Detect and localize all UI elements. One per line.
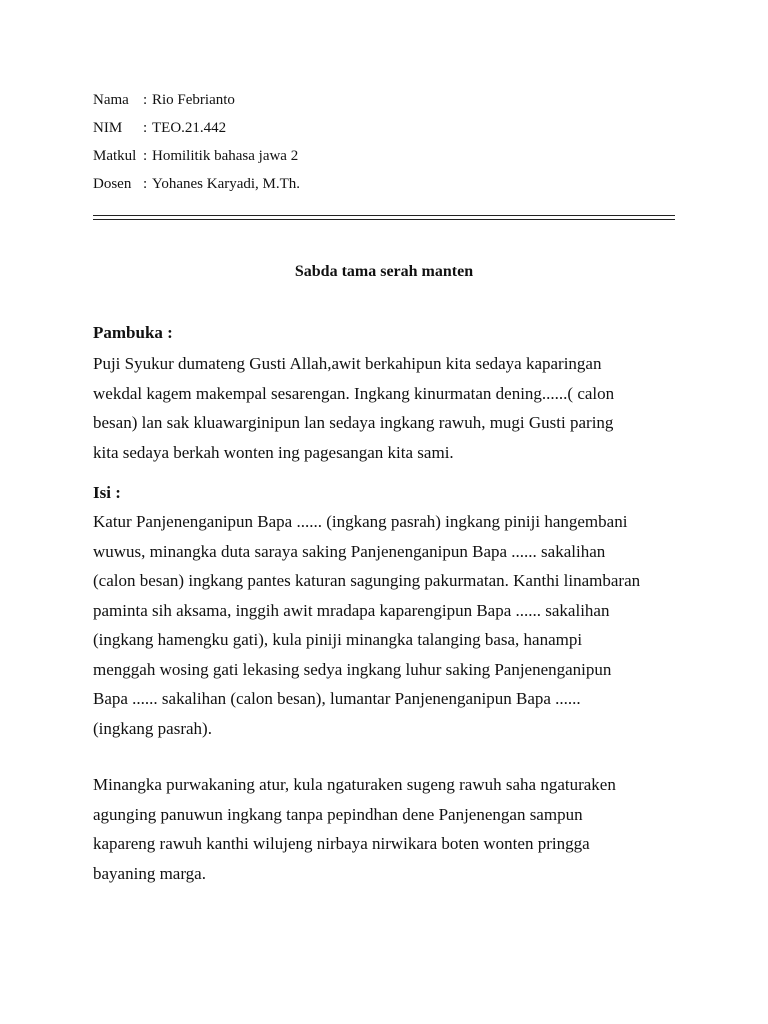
text-line: besan) lan sak kluawarginipun lan sedaya ingkang rawuh, mugi Gusti paring (93, 413, 614, 432)
text-line: Puji Syukur dumateng Gusti Allah,awit berkahipun kita sedaya kaparingan (93, 354, 602, 373)
info-value: Homilitik bahasa jawa 2 (152, 148, 299, 164)
paragraph-isi-2 (93, 770, 683, 888)
text-line: (ingkang hamengku gati), kula piniji minangka talanging basa, hanampi (93, 630, 583, 649)
student-info-block (93, 86, 300, 198)
header-divider-bottom (93, 219, 675, 220)
header-divider-top (93, 215, 675, 216)
text-line: bayaning marga. (93, 863, 206, 883)
text-line: Minangka purwakaning atur, kula ngaturaken sugeng rawuh saha ngaturaken (93, 775, 616, 794)
paragraph-pambuka (93, 349, 683, 467)
info-label: Dosen (93, 176, 132, 192)
text-line: (calon besan) ingkang pantes katuran sagunging pakurmatan. Kanthi linambaran (93, 571, 641, 590)
section-heading-isi: Isi : (93, 483, 121, 502)
text-line: Bapa ...... sakalihan (calon besan), lumantar Panjenenganipun Bapa ...... (93, 689, 581, 708)
info-label: NIM (93, 120, 123, 136)
text-line: wekdal kagem makempal sesarengan. Ingkang kinurmatan dening......( calon (93, 383, 615, 403)
info-separator: : (143, 120, 148, 136)
info-label: Nama (93, 92, 129, 108)
paragraph-isi-1 (93, 507, 683, 743)
text-line: kita sedaya berkah wonten ing pagesangan kita sami. (93, 442, 454, 462)
text-line: wuwus, minangka duta saraya saking Panjenenganipun Bapa ...... sakalihan (93, 541, 606, 561)
info-label: Matkul (93, 148, 137, 164)
info-separator: : (143, 148, 148, 164)
text-line: Katur Panjenenganipun Bapa ...... (ingkang pasrah) ingkang piniji hangembani (93, 512, 628, 531)
info-row-dosen (93, 170, 300, 198)
text-line: paminta sih aksama, inggih awit mradapa kaparengipun Bapa ...... sakalihan (93, 600, 610, 620)
text-line: agunging panuwun ingkang tanpa pepindhan dene Panjenengan sampun (93, 804, 583, 824)
text-line: kapareng rawuh kanthi wilujeng nirbaya nirwikara boten wonten pringga (93, 834, 590, 853)
text-line: (ingkang pasrah). (93, 718, 212, 738)
info-separator: : (143, 92, 148, 108)
info-separator: : (143, 176, 148, 192)
info-value: Rio Febrianto (152, 92, 235, 108)
document-title: Sabda tama serah manten (294, 263, 474, 280)
info-value: TEO.21.442 (152, 120, 227, 136)
info-value: Yohanes Karyadi, M.Th. (152, 176, 301, 192)
info-row-matkul (93, 142, 300, 170)
section-heading-pambuka: Pambuka : (93, 323, 173, 342)
info-row-nim (93, 114, 300, 142)
info-row-nama (93, 86, 300, 114)
text-line: menggah wosing gati lekasing sedya ingkang luhur saking Panjenenganipun (93, 659, 612, 679)
